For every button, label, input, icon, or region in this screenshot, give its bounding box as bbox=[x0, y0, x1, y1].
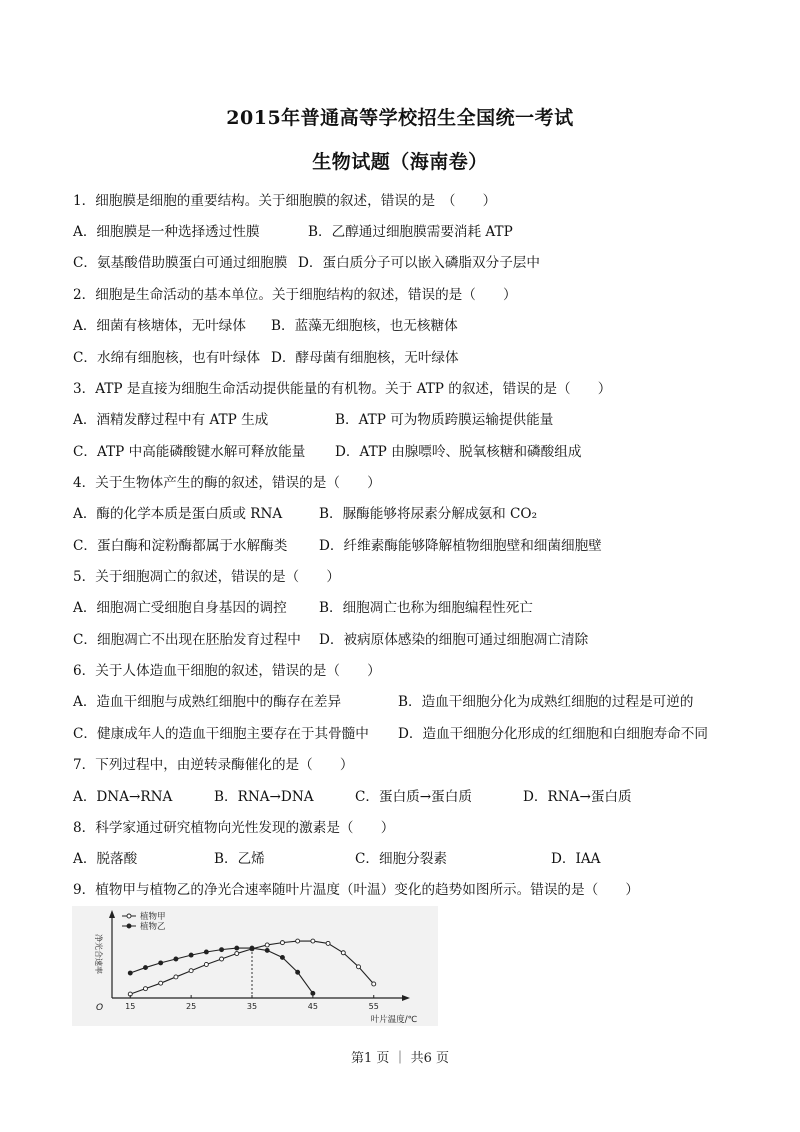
legend-marker bbox=[127, 924, 131, 928]
series-point-plant-b bbox=[296, 970, 300, 974]
x-tick-label: 25 bbox=[186, 1002, 197, 1011]
question-1-option-d: D．蛋白质分子可以嵌入磷脂双分子层中 bbox=[298, 255, 540, 271]
question-7-option-c: C．蛋白质→蛋白质 bbox=[355, 789, 472, 805]
question-5-option-d: D．被病原体感染的细胞可通过细胞凋亡清除 bbox=[319, 632, 589, 648]
series-point-plant-b bbox=[204, 950, 208, 954]
question-5-stem: 5．关于细胞凋亡的叙述，错误的是（ ） bbox=[73, 569, 340, 585]
x-tick-label: 45 bbox=[307, 1002, 318, 1011]
question-6-option-d: D．造血干细胞分化形成的红细胞和白细胞寿命不同 bbox=[398, 726, 708, 742]
question-5-option-a: A．细胞凋亡受细胞自身基因的调控 bbox=[73, 600, 287, 616]
question-3-option-c: C．ATP 中高能磷酸键水解可释放能量 bbox=[73, 444, 306, 460]
exam-subtitle: 生物试题（海南卷） bbox=[312, 151, 488, 173]
question-1-option-a: A．细胞膜是一种选择透过性膜 bbox=[73, 224, 260, 240]
question-7-stem: 7．下列过程中，由逆转录酶催化的是（ ） bbox=[73, 757, 354, 773]
question-6-option-c: C．健康成年人的造血干细胞主要存在于其骨髓中 bbox=[73, 726, 369, 742]
series-point-plant-b bbox=[235, 946, 239, 950]
question-7-option-d: D．RNA→蛋白质 bbox=[523, 789, 632, 805]
series-point-plant-a bbox=[341, 951, 345, 955]
question-6-option-a: A．造血干细胞与成熟红细胞中的酶存在差异 bbox=[73, 694, 342, 710]
series-point-plant-b bbox=[220, 948, 224, 952]
series-point-plant-a bbox=[311, 939, 315, 943]
question-8-option-a: A．脱落酸 bbox=[73, 851, 138, 867]
question-2-option-a: A．细菌有核塘体，无叶绿体 bbox=[73, 318, 246, 334]
series-point-plant-b bbox=[311, 991, 315, 995]
series-point-plant-a bbox=[280, 941, 284, 945]
x-tick-label: 15 bbox=[125, 1002, 136, 1011]
series-point-plant-b bbox=[159, 961, 163, 965]
series-point-plant-a bbox=[296, 939, 300, 943]
question-9-figure bbox=[72, 906, 438, 1026]
question-3-option-b: B．ATP 可为物质跨膜运输提供能量 bbox=[335, 412, 554, 428]
series-point-plant-b bbox=[250, 946, 254, 950]
page-footer: 第1 页 ｜ 共6 页 bbox=[350, 1051, 450, 1066]
question-8-option-b: B．乙烯 bbox=[214, 851, 265, 867]
x-tick-label: 55 bbox=[368, 1002, 379, 1011]
question-9-stem: 9．植物甲与植物乙的净光合速率随叶片温度（叶温）变化的趋势如图所示。错误的是（ ） bbox=[73, 882, 639, 898]
series-point-plant-a bbox=[235, 952, 239, 956]
series-point-plant-b bbox=[265, 948, 269, 952]
series-point-plant-a bbox=[204, 962, 208, 966]
chart-legend bbox=[122, 911, 166, 932]
question-3-stem: 3．ATP 是直接为细胞生命活动提供能量的有机物。关于 ATP 的叙述，错误的是（ ） bbox=[73, 381, 612, 397]
y-axis-label: 净光合速率 bbox=[94, 934, 103, 974]
series-point-plant-b bbox=[174, 957, 178, 961]
series-point-plant-a bbox=[159, 981, 163, 985]
series-point-plant-b bbox=[143, 966, 147, 970]
x-tick-label: 35 bbox=[246, 1002, 258, 1011]
question-4-stem: 4．关于生物体产生的酶的叙述，错误的是（ ） bbox=[73, 475, 381, 491]
series-point-plant-b bbox=[189, 953, 193, 957]
question-2-option-b: B．蓝藻无细胞核，也无核糖体 bbox=[271, 318, 458, 334]
question-5-option-c: C．细胞凋亡不出现在胚胎发育过程中 bbox=[73, 632, 301, 648]
x-axis-label: 叶片温度/℃ bbox=[370, 1015, 418, 1025]
exam-title: 2015年普通高等学校招生全国统一考试 bbox=[226, 107, 574, 129]
series-point-plant-a bbox=[326, 941, 330, 945]
series-line-plant-b bbox=[130, 948, 313, 993]
series-point-plant-a bbox=[220, 957, 224, 961]
question-6-stem: 6．关于人体造血干细胞的叙述，错误的是（ ） bbox=[73, 663, 381, 679]
question-4-option-d: D．纤维素酶能够降解植物细胞壁和细菌细胞壁 bbox=[319, 538, 602, 554]
legend-label: 植物甲 bbox=[140, 912, 166, 922]
question-6-option-b: B．造血干细胞分化为成熟红细胞的过程是可逆的 bbox=[398, 694, 694, 710]
question-1-stem: 1．细胞膜是细胞的重要结构。关于细胞膜的叙述，错误的是 （ ） bbox=[73, 193, 497, 209]
question-7-option-b: B．RNA→DNA bbox=[214, 789, 314, 805]
series-point-plant-a bbox=[372, 982, 376, 986]
x-axis-arrow bbox=[402, 995, 410, 1001]
question-2-stem: 2．细胞是生命活动的基本单位。关于细胞结构的叙述，错误的是（ ） bbox=[73, 287, 517, 303]
question-5-option-b: B．细胞凋亡也称为细胞编程性死亡 bbox=[319, 600, 533, 616]
series-point-plant-a bbox=[265, 943, 269, 947]
legend-marker bbox=[127, 914, 131, 918]
question-2-option-c: C．水绵有细胞核，也有叶绿体 bbox=[73, 350, 261, 366]
question-1-option-c: C．氨基酸借助膜蛋白可通过细胞膜 bbox=[73, 255, 288, 271]
legend-label: 植物乙 bbox=[140, 922, 166, 932]
question-8-option-d: D．IAA bbox=[551, 851, 601, 867]
question-2-option-d: D．酵母菌有细胞核，无叶绿体 bbox=[271, 350, 459, 366]
question-3-option-d: D．ATP 由腺嘌呤、脱氧核糖和磷酸组成 bbox=[335, 444, 582, 460]
question-4-option-a: A．酶的化学本质是蛋白质或 RNA bbox=[73, 506, 283, 522]
question-4-option-b: B．脲酶能够将尿素分解成氨和 CO₂ bbox=[319, 506, 538, 522]
net-photosynthesis-chart bbox=[72, 906, 438, 1026]
series-point-plant-a bbox=[357, 965, 361, 969]
chart-series bbox=[128, 939, 375, 996]
y-axis-arrow bbox=[109, 910, 115, 918]
question-8-stem: 8．科学家通过研究植物向光性发现的激素是（ ） bbox=[73, 820, 395, 836]
question-4-option-c: C．蛋白酶和淀粉酶都属于水解酶类 bbox=[73, 538, 288, 554]
series-point-plant-a bbox=[189, 969, 193, 973]
series-point-plant-b bbox=[128, 971, 132, 975]
question-3-option-a: A．酒精发酵过程中有 ATP 生成 bbox=[73, 412, 269, 428]
series-point-plant-a bbox=[174, 975, 178, 979]
series-point-plant-a bbox=[143, 987, 147, 991]
question-8-option-c: C．细胞分裂素 bbox=[355, 851, 447, 867]
question-7-option-a: A．DNA→RNA bbox=[73, 789, 173, 805]
question-1-option-b: B．乙醇通过细胞膜需要消耗 ATP bbox=[308, 224, 513, 240]
origin-label: O bbox=[96, 1003, 104, 1013]
series-point-plant-b bbox=[280, 955, 284, 959]
